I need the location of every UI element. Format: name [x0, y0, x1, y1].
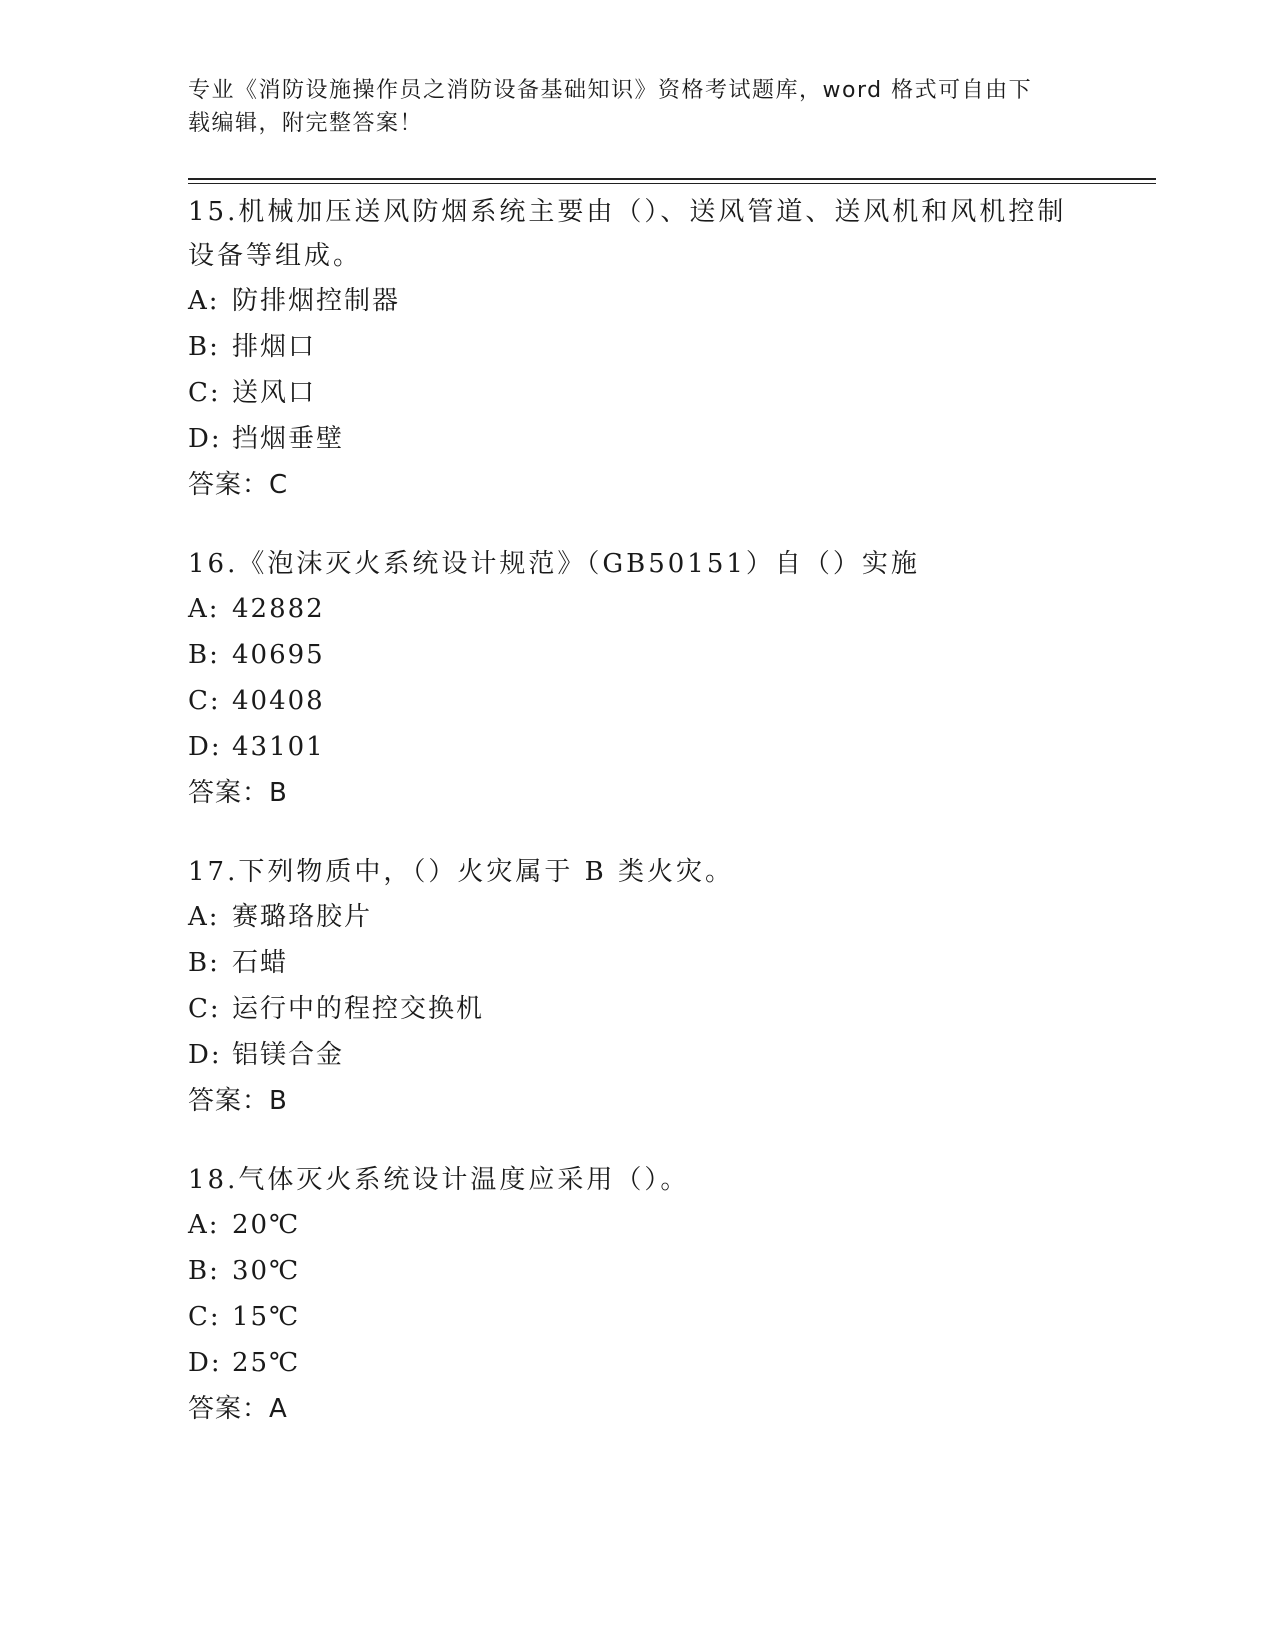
option-text: 送风口 [232, 378, 317, 408]
option-key: B: [188, 948, 220, 978]
question-list [188, 190, 1088, 1466]
option-a [188, 894, 1088, 940]
option-a [188, 1202, 1088, 1248]
option-a [188, 586, 1088, 632]
option-c [188, 1294, 1088, 1340]
question-stem: 15.机械加压送风防烟系统主要由（）、送风管道、送风机和风机控制 [188, 197, 1067, 227]
question-15 [188, 190, 1088, 508]
question-17 [188, 850, 1088, 1124]
question-stem: 17.下列物质中，（）火灾属于 B 类火灾。 [188, 857, 734, 887]
option-text: 挡烟垂壁 [232, 424, 345, 454]
option-key: D: [188, 1040, 222, 1070]
option-text: 排烟口 [232, 332, 317, 362]
option-text: 40408 [232, 686, 325, 716]
option-key: C: [188, 994, 221, 1024]
option-key: A: [188, 902, 220, 932]
option-text: 40695 [232, 640, 325, 670]
answer-line: 答案：B [188, 778, 288, 808]
document-header [188, 74, 1088, 140]
option-d [188, 1340, 1088, 1386]
option-key: A: [188, 1210, 220, 1240]
option-c [188, 678, 1088, 724]
option-c [188, 986, 1088, 1032]
option-text: 石蜡 [232, 948, 289, 978]
option-key: D: [188, 1348, 222, 1378]
option-d [188, 416, 1088, 462]
option-text: 铝镁合金 [232, 1040, 345, 1070]
option-text: 42882 [232, 594, 325, 624]
option-text: 30℃ [232, 1256, 301, 1286]
option-key: C: [188, 686, 221, 716]
question-18 [188, 1158, 1088, 1432]
option-key: A: [188, 286, 220, 316]
option-key: C: [188, 378, 221, 408]
answer-line: 答案：C [188, 470, 289, 500]
option-text: 防排烟控制器 [232, 286, 401, 316]
option-text: 43101 [232, 732, 325, 762]
option-key: D: [188, 424, 222, 454]
question-16 [188, 542, 1088, 816]
option-text: 赛璐珞胶片 [232, 902, 373, 932]
option-b [188, 324, 1088, 370]
header-divider-thin [188, 183, 1156, 184]
option-d [188, 1032, 1088, 1078]
option-key: B: [188, 640, 220, 670]
option-b [188, 1248, 1088, 1294]
option-c [188, 370, 1088, 416]
header-line-2: 载编辑，附完整答案！ [188, 111, 424, 136]
option-text: 15℃ [232, 1302, 301, 1332]
option-key: C: [188, 1302, 221, 1332]
option-text: 20℃ [232, 1210, 301, 1240]
header-line-1: 专业《消防设施操作员之消防设备基础知识》资格考试题库，word 格式可自由下 [188, 78, 1033, 103]
option-b [188, 632, 1088, 678]
answer-line: 答案：A [188, 1394, 288, 1424]
option-key: A: [188, 594, 220, 624]
question-stem-continued: 设备等组成。 [188, 241, 363, 271]
option-text: 25℃ [232, 1348, 301, 1378]
question-stem: 16.《泡沫灭火系统设计规范》（GB50151）自（）实施 [188, 549, 920, 579]
option-b [188, 940, 1088, 986]
header-divider-thick [188, 178, 1156, 180]
option-a [188, 278, 1088, 324]
option-text: 运行中的程控交换机 [232, 994, 485, 1024]
answer-line: 答案：B [188, 1086, 288, 1116]
option-key: D: [188, 732, 222, 762]
option-key: B: [188, 1256, 220, 1286]
question-stem: 18.气体灭火系统设计温度应采用（）。 [188, 1165, 690, 1195]
option-d [188, 724, 1088, 770]
option-key: B: [188, 332, 220, 362]
